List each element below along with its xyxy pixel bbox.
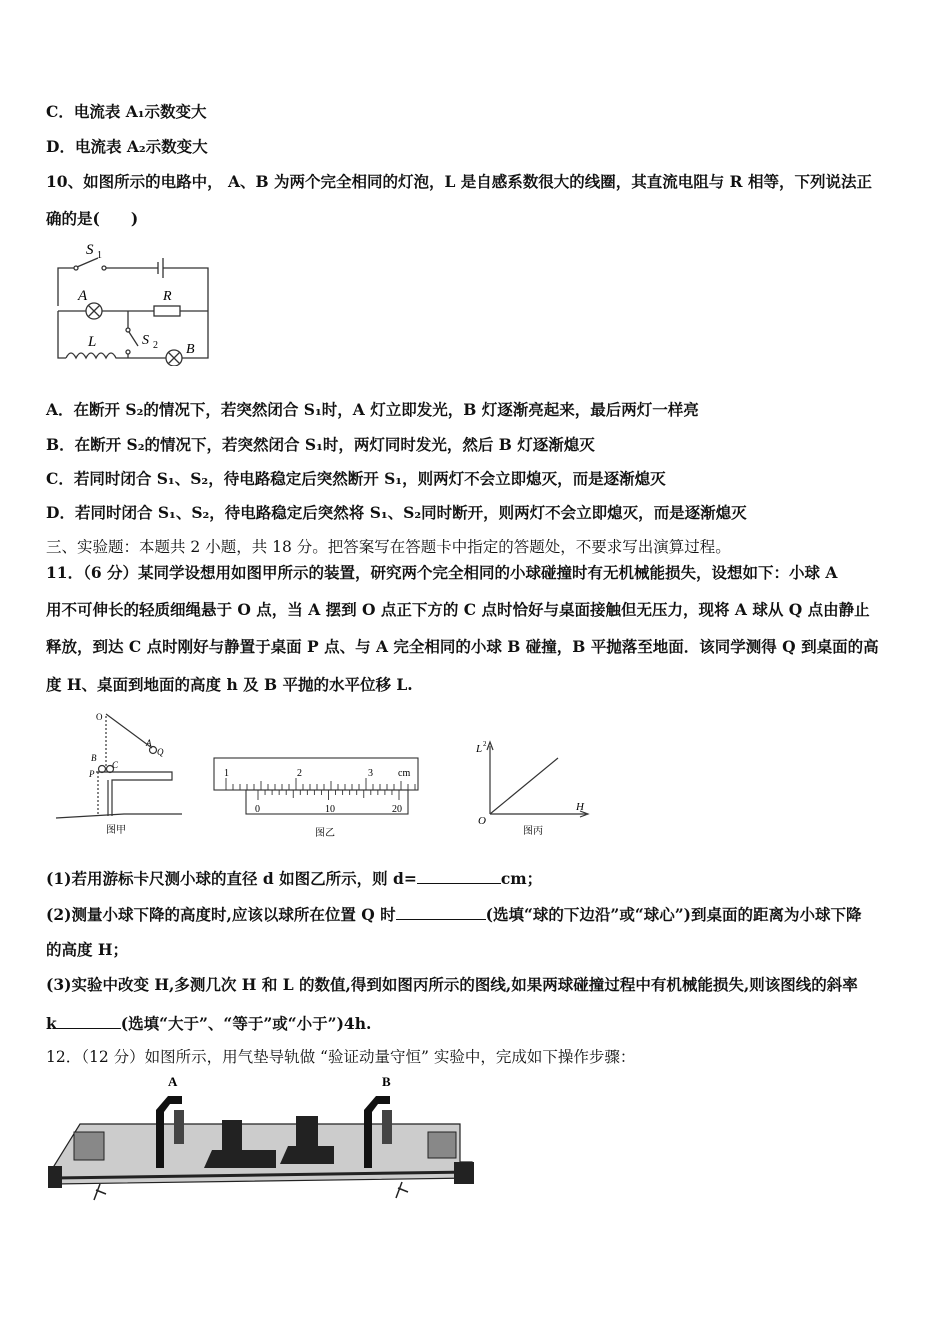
answer-blank-k[interactable] <box>57 1012 121 1029</box>
gate-b-label: B <box>382 1074 391 1089</box>
circuit-diagram <box>46 236 226 366</box>
q11-part2-line2: 的高度 H； <box>46 940 129 959</box>
q10-option-b: B．在断开 S₂的情况下，若突然闭合 S₁时，两灯同时发光，然后 B 灯逐渐熄灭 <box>46 435 595 454</box>
q11-stem-line4: 度 H、桌面到地面的高度 h 及 B 平抛的水平位移 L. <box>46 675 413 694</box>
q11-part3-line1: (3)实验中改变 H,多测几次 H 和 L 的数值,得到如图丙所示的图线,如果两球碰撞过程中有机械能损失,则该图线的斜率 <box>46 975 858 994</box>
q11-part2-text: (2)测量小球下降的高度时,应该以球所在位置 Q 时 <box>46 905 396 924</box>
y-axis-label: L <box>476 743 483 755</box>
q10-option-d: D．若同时闭合 S₁、S₂，待电路稳定后突然将 S₁、S₂同时断开，则两灯不会立即熄灭，而是逐渐熄灭 <box>46 503 747 522</box>
air-track-apparatus <box>44 1070 476 1210</box>
fig-jia-caption: 图甲 <box>106 825 126 836</box>
label-s2-sub: 2 <box>153 340 158 351</box>
figure-jia-apparatus <box>54 708 186 838</box>
figure-yi-vernier-caliper <box>212 756 422 838</box>
label-s1-sub: 1 <box>97 250 102 261</box>
q10-stem-line2: 确的是( ) <box>46 209 139 228</box>
fig-bing-caption: 图丙 <box>523 826 543 837</box>
label-s2: S <box>142 333 149 348</box>
origin-label: O <box>478 815 486 827</box>
gate-a-label: A <box>168 1074 178 1089</box>
section3-heading: 三、实验题：本题共 2 小题，共 18 分。把答案写在答题卡中指定的答题处，不要求写出演算过程。 <box>46 538 731 556</box>
y-axis-sup: 2 <box>483 740 487 748</box>
main-tick-1: 1 <box>224 768 229 779</box>
q11-stem-line3: 释放，到达 C 点时刚好与静置于桌面 P 点、与 A 完全相同的小球 B 碰撞，B 平抛落至地面．该同学测得 Q 到桌面的高 <box>46 637 879 656</box>
fig-jia-b: B <box>91 753 97 763</box>
main-tick-3: 3 <box>368 768 373 779</box>
vernier-tick-10: 10 <box>325 804 335 815</box>
q11-part1-unit: cm； <box>500 869 543 888</box>
answer-blank-h[interactable] <box>396 903 486 920</box>
main-tick-2: 2 <box>297 768 302 779</box>
q11-stem-line1: 11．（6 分）某同学设想用如图甲所示的装置，研究两个完全相同的小球碰撞时有无机械能损失，设想如下：小球 A <box>46 563 838 582</box>
label-a: A <box>78 288 88 304</box>
fig-jia-a: A <box>146 738 152 748</box>
vernier-tick-0: 0 <box>255 804 260 815</box>
fig-jia-o: O <box>96 712 103 722</box>
answer-blank-d[interactable] <box>417 867 501 884</box>
label-b: B <box>186 342 195 357</box>
label-r: R <box>163 289 172 304</box>
q11-part2-text-b: (选填“球的下边沿”或“球心”)到桌面的距离为小球下降 <box>485 905 862 924</box>
label-s1: S <box>86 242 94 258</box>
q10-stem-line1: 10、如图所示的电路中， A、B 为两个完全相同的灯泡，L 是自感系数很大的线圈，其直流电阻与 R 相等，下列说法正 <box>46 172 872 191</box>
q11-part1-text: (1)若用游标卡尺测小球的直径 d 如图乙所示，则 d= <box>46 869 417 888</box>
q11-stem-line2: 用不可伸长的轻质细绳悬于 O 点，当 A 摆到 O 点正下方的 C 点时恰好与桌面接触但无压力，现将 A 球从 Q 点由静止 <box>46 600 870 619</box>
q11-part2 <box>46 903 862 925</box>
vernier-tick-20: 20 <box>392 804 402 815</box>
q9-option-d: D．电流表 A₂示数变大 <box>46 137 208 156</box>
q11-part3-line2 <box>46 1012 371 1034</box>
fig-yi-caption: 图乙 <box>315 828 335 838</box>
q10-option-a: A．在断开 S₂的情况下，若突然闭合 S₁时，A 灯立即发光，B 灯逐渐亮起来，最后两灯一样亮 <box>46 400 699 419</box>
figure-bing-graph <box>468 734 598 840</box>
q12-stem: 12．（12 分）如图所示，用气垫导轨做 “验证动量守恒” 实验中，完成如下操作步骤： <box>46 1048 636 1066</box>
fig-jia-q: Q <box>157 747 164 757</box>
x-axis-label: H <box>576 801 584 813</box>
q10-option-c: C．若同时闭合 S₁、S₂，待电路稳定后突然断开 S₁，则两灯不会立即熄灭，而是逐渐熄灭 <box>46 469 666 488</box>
label-l: L <box>88 334 97 350</box>
q11-part1 <box>46 867 542 889</box>
fig-jia-p: P <box>89 769 95 779</box>
q9-option-c: C．电流表 A₁示数变大 <box>46 102 207 121</box>
q11-part3-text: (选填“大于”、“等于”或“小于”)4h. <box>120 1014 372 1033</box>
fig-jia-c: C <box>112 760 119 770</box>
q11-part3-k: k <box>46 1014 57 1033</box>
unit-cm: cm <box>398 768 411 779</box>
